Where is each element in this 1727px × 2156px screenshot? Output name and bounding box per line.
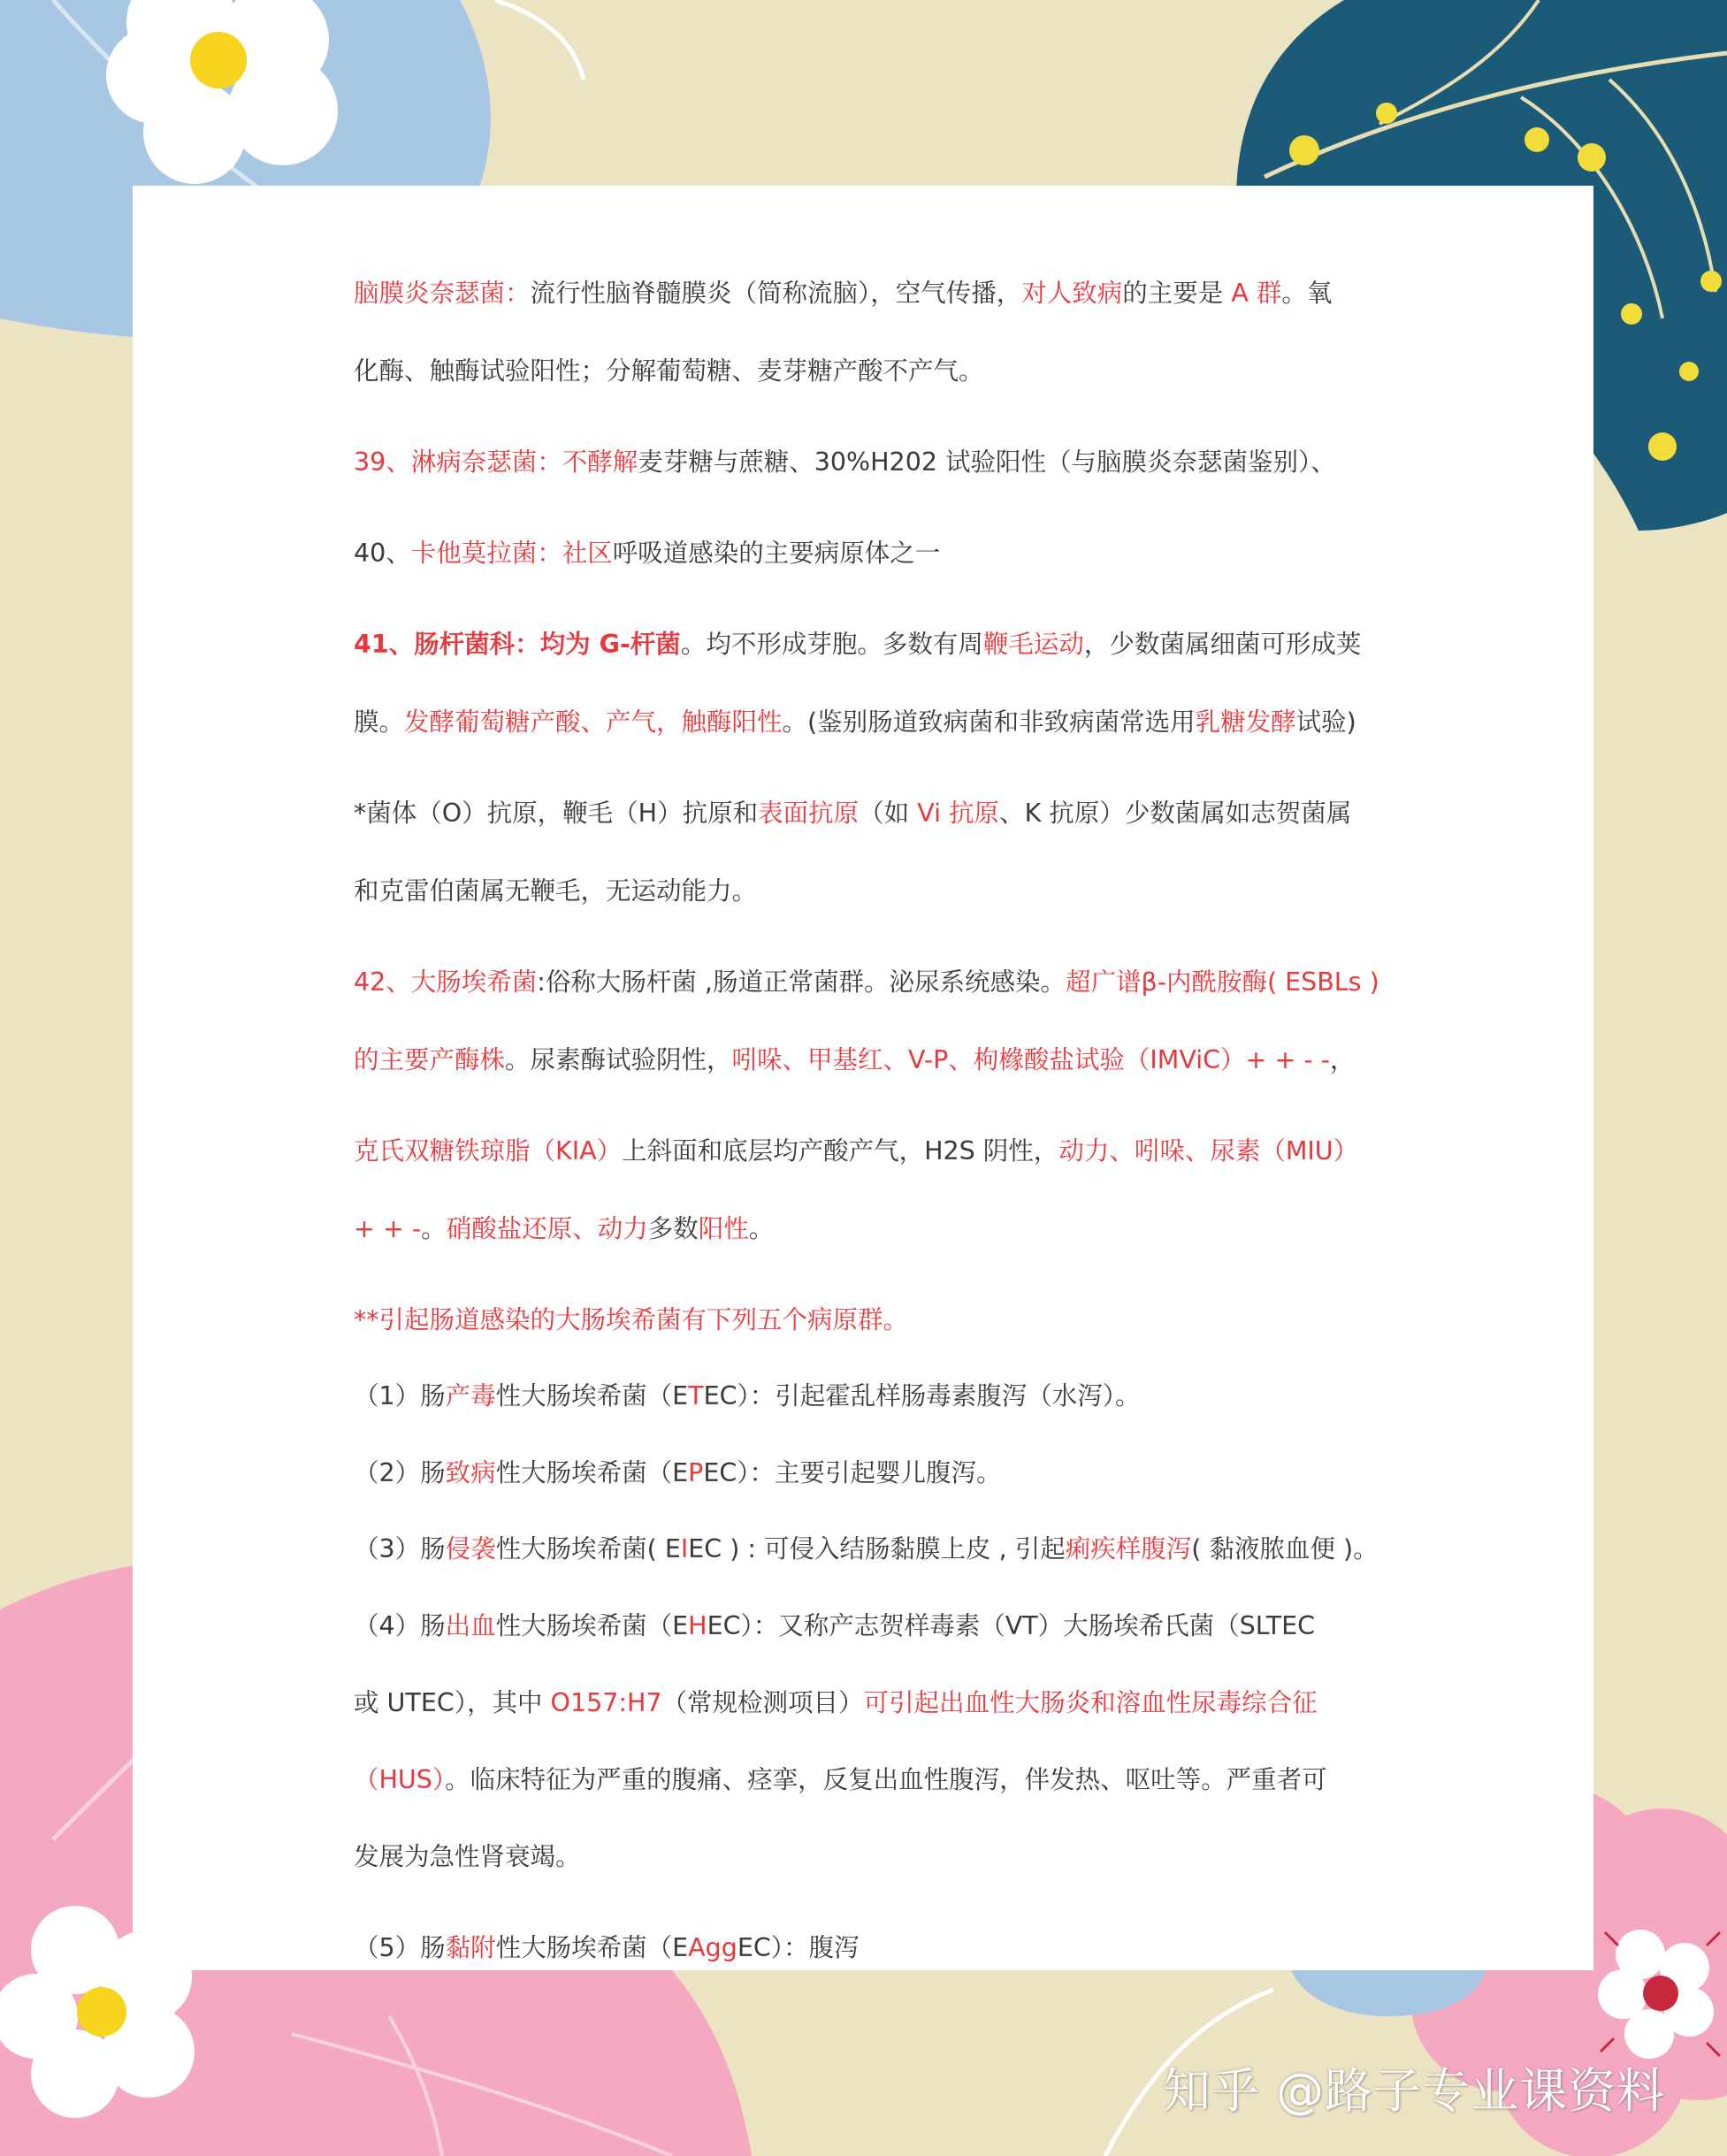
body-text: ( 黏液脓血便 )。 — [1191, 1534, 1379, 1563]
body-text: 40、 — [354, 539, 411, 568]
body-text: （2）肠 — [354, 1458, 446, 1487]
text-line — [354, 1532, 1379, 1567]
body-text: EC ) : 可侵入结肠黏膜上皮 , 引起 — [688, 1534, 1066, 1563]
highlight-text: O157:H7 — [550, 1688, 662, 1717]
body-text: （5）肠 — [354, 1933, 446, 1962]
highlight-text: 对人致病 — [1021, 279, 1123, 308]
body-text: :俗称大肠杆菌 ,肠道正常菌群。泌尿系统感染。 — [537, 967, 1066, 997]
highlight-text: H — [688, 1611, 707, 1640]
highlight-text: 痢疾样腹泻 — [1065, 1534, 1192, 1563]
body-text: 流行性脑脊髓膜炎（简称流脑），空气传播， — [530, 279, 1022, 308]
highlight-text: 超广谱β-内酰胺酶( ESBLs ) — [1066, 967, 1379, 997]
body-text: 膜。 — [354, 707, 405, 737]
highlight-text: 乳糖发酵 — [1195, 707, 1296, 737]
body-text: ， — [1330, 1045, 1356, 1074]
highlight-text: 黏附 — [445, 1933, 496, 1962]
body-text: 、K 抗原）少数菌属如志贺菌属 — [999, 799, 1352, 828]
highlight-text: A 群 — [1231, 279, 1282, 308]
body-text: 。 — [748, 1214, 775, 1243]
body-text: （1）肠 — [354, 1381, 446, 1411]
text-line — [354, 1609, 1315, 1644]
body-text: 性大肠埃希菌（E — [495, 1933, 689, 1962]
body-text: 性大肠埃希菌( E — [495, 1534, 681, 1563]
body-text: 。临床特征为严重的腹痛、痉挛，反复出血性腹泻，伴发热、呕吐等。严重者可 — [445, 1765, 1327, 1794]
highlight-text: **引起肠道感染的大肠埃希菌有下列五个病原群。 — [354, 1305, 909, 1334]
highlight-text: 39、淋病奈瑟菌：不酵解 — [354, 447, 638, 477]
body-text: EC）：主要引起婴儿腹泻。 — [703, 1458, 1002, 1487]
text-line — [354, 1456, 1002, 1491]
highlight-text: + + - — [354, 1214, 422, 1243]
highlight-text: 42、大肠埃希菌 — [354, 967, 538, 997]
text-line — [354, 276, 1332, 311]
text-line — [354, 1043, 1356, 1078]
text-line — [354, 354, 984, 389]
watermark: 知乎 @路子专业课资料 — [1163, 2063, 1666, 2119]
highlight-text: Agg — [688, 1933, 737, 1962]
text-line — [354, 1212, 774, 1247]
body-text: EC）：引起霍乱样肠毒素腹泻（水泻）。 — [703, 1381, 1141, 1411]
body-text: 发展为急性肾衰竭。 — [354, 1842, 581, 1871]
highlight-text: 出血 — [445, 1611, 496, 1640]
text-line — [354, 536, 940, 571]
text-line — [354, 796, 1351, 831]
text-line — [354, 1930, 860, 1966]
body-text: 试验) — [1295, 707, 1356, 737]
highlight-text: 硝酸盐还原、动力 — [446, 1214, 648, 1243]
highlight-text: 卡他莫拉菌：社区 — [410, 539, 613, 568]
highlight-text: 动力、吲哚、尿素（MIU） — [1058, 1136, 1359, 1166]
body-text: EC）：又称产志贺样毒素（VT）大肠埃希氏菌（SLTEC — [707, 1611, 1316, 1640]
body-text: （4）肠 — [354, 1611, 446, 1640]
highlight-text: 的主要产酶株 — [354, 1045, 506, 1074]
text-line — [354, 1686, 1318, 1721]
highlight-text: Vi 抗原 — [917, 799, 1000, 828]
body-text: （3）肠 — [354, 1534, 446, 1563]
text-line — [354, 874, 757, 909]
highlight-text: T — [688, 1381, 704, 1411]
body-text: 。均不形成芽胞。多数有周 — [680, 630, 983, 659]
body-text: 上斜面和底层均产酸产气，H2S 阴性， — [622, 1136, 1059, 1166]
body-text: 或 UTEC），其中 — [354, 1688, 551, 1717]
body-text: 化酶、触酶试验阳性；分解葡萄糖、麦芽糖产酸不产气。 — [354, 356, 984, 386]
body-text: ，少数菌属细菌可形成荚 — [1083, 630, 1362, 659]
highlight-text: （HUS） — [354, 1765, 446, 1794]
body-text: 。(鉴别肠道致病菌和非致病菌常选用 — [782, 707, 1196, 737]
highlight-text: 产毒 — [445, 1381, 496, 1411]
body-text: 。尿素酶试验阴性， — [505, 1045, 732, 1074]
highlight-text: 致病 — [445, 1458, 496, 1487]
text-line — [354, 1379, 1141, 1414]
highlight-text: P — [688, 1458, 704, 1487]
body-text: *菌体（O）抗原，鞭毛（H）抗原和 — [354, 799, 759, 828]
body-text: 麦芽糖与蔗糖、30%H202 试验阳性（与脑膜炎奈瑟菌鉴别）、 — [638, 447, 1336, 477]
text-line — [354, 1839, 581, 1875]
highlight-text: I — [680, 1534, 689, 1563]
text-line — [354, 1303, 908, 1338]
body-text: 的主要是 — [1122, 279, 1232, 308]
text-line — [354, 965, 1379, 1000]
text-line — [354, 1762, 1327, 1798]
highlight-text: 表面抗原 — [758, 799, 860, 828]
text-line — [354, 445, 1336, 480]
body-text: 性大肠埃希菌（E — [495, 1611, 689, 1640]
highlight-text: 鞭毛运动 — [982, 630, 1084, 659]
body-text: 。氧 — [1281, 279, 1333, 308]
body-text: 多数 — [647, 1214, 699, 1243]
highlight-text: 吲哚、甲基红、V-P、枸橼酸盐试验（IMViC）+ + - - — [731, 1045, 1331, 1074]
highlight-text: 侵袭 — [445, 1534, 496, 1563]
text-line — [354, 627, 1361, 662]
highlight-text: 41、肠杆菌科：均为 G-杆菌 — [354, 630, 681, 659]
body-text: 呼吸道感染的主要病原体之一 — [612, 539, 941, 568]
highlight-text: 脑膜炎奈瑟菌： — [354, 279, 531, 308]
body-text: 性大肠埃希菌（E — [495, 1381, 689, 1411]
body-text: 和克雷伯菌属无鞭毛，无运动能力。 — [354, 876, 758, 906]
highlight-text: 发酵葡萄糖产酸、产气，触酶阳性 — [404, 707, 783, 737]
body-text: （如 — [859, 799, 918, 828]
text-line — [354, 705, 1356, 740]
body-text: EC）：腹泻 — [737, 1933, 860, 1962]
body-text: 。 — [421, 1214, 447, 1243]
body-text: （常规检测项目） — [661, 1688, 864, 1717]
highlight-text: 克氏双糖铁琼脂（KIA） — [354, 1136, 623, 1166]
highlight-text: 可引起出血性大肠炎和溶血性尿毒综合征 — [863, 1688, 1318, 1717]
highlight-text: 阳性 — [698, 1214, 749, 1243]
text-line — [354, 1134, 1358, 1169]
body-text: 性大肠埃希菌（E — [495, 1458, 689, 1487]
